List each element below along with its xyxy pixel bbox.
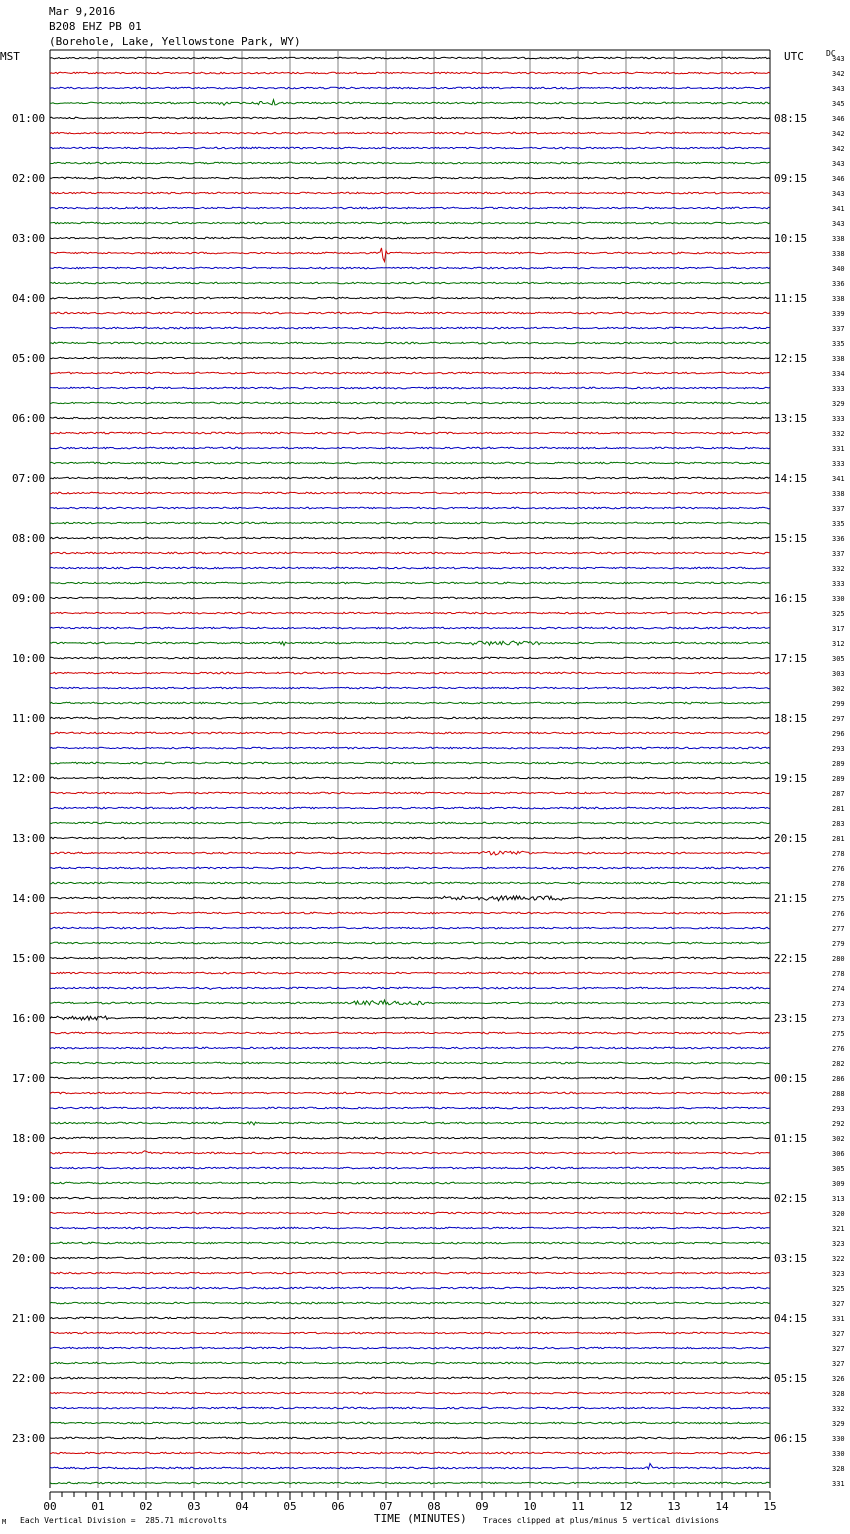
x-tick-label: 04 [235, 1500, 249, 1513]
right-hour-label: 04:15 [774, 1312, 808, 1325]
right-hour-label: 13:15 [774, 412, 808, 425]
left-hour-label: 02:00 [12, 172, 46, 185]
right-hour-label: 12:15 [774, 352, 808, 365]
dc-offset-label: 343 [832, 85, 845, 93]
trace-row-10 [50, 207, 770, 209]
dc-offset-label: 286 [832, 1075, 845, 1083]
trace-row-64 [50, 1016, 770, 1020]
dc-offset-label: 341 [832, 475, 845, 483]
trace-row-75 [50, 1182, 770, 1184]
trace-row-43 [50, 702, 770, 704]
trace-row-29 [50, 492, 770, 494]
trace-row-20 [50, 357, 770, 359]
dc-offset-label: 343 [832, 160, 845, 168]
right-hour-label: 02:15 [774, 1192, 808, 1205]
dc-offset-label: 325 [832, 610, 845, 618]
dc-offset-label: 338 [832, 235, 845, 243]
left-hour-label: 23:00 [12, 1432, 46, 1445]
dc-offset-label: 338 [832, 295, 845, 303]
trace-row-66 [50, 1047, 770, 1049]
trace-row-80 [50, 1257, 770, 1259]
left-hour-label: 19:00 [12, 1192, 46, 1205]
dc-offset-label: 297 [832, 715, 845, 723]
dc-offset-label: 341 [832, 205, 845, 213]
dc-offset-label: 330 [832, 595, 845, 603]
x-tick-label: 14 [715, 1500, 729, 1513]
dc-offset-label: 305 [832, 655, 845, 663]
trace-row-83 [50, 1302, 770, 1304]
right-hour-label: 16:15 [774, 592, 808, 605]
x-tick-label: 13 [667, 1500, 681, 1513]
dc-offset-label: 287 [832, 790, 845, 798]
dc-offset-label: 346 [832, 115, 845, 123]
trace-row-94 [50, 1464, 770, 1470]
trace-row-18 [50, 327, 770, 329]
trace-row-14 [50, 267, 770, 269]
dc-offset-label: 281 [832, 835, 845, 843]
dc-offset-label: 338 [832, 355, 845, 363]
trace-row-86 [50, 1347, 770, 1349]
right-hour-label: 00:15 [774, 1072, 808, 1085]
dc-offset-label: 337 [832, 325, 845, 333]
right-hour-label: 18:15 [774, 712, 808, 725]
dc-offset-label: 325 [832, 1285, 845, 1293]
left-hour-label: 18:00 [12, 1132, 46, 1145]
dc-offset-label: 322 [832, 1255, 845, 1263]
right-hour-label: 10:15 [774, 232, 808, 245]
seismic-traces [50, 57, 770, 1484]
trace-row-33 [50, 552, 770, 554]
trace-row-92 [50, 1437, 770, 1439]
trace-row-58 [50, 927, 770, 929]
dc-offset-label: 338 [832, 250, 845, 258]
x-tick-label: 11 [571, 1500, 585, 1513]
trace-row-45 [50, 732, 770, 734]
dc-offset-label: 306 [832, 1150, 845, 1158]
trace-row-89 [50, 1392, 770, 1394]
left-hour-label: 17:00 [12, 1072, 46, 1085]
right-hour-label: 11:15 [774, 292, 808, 305]
dc-offset-label: 326 [832, 1375, 845, 1383]
header-location: (Borehole, Lake, Yellowstone Park, WY) [49, 35, 301, 48]
x-tick-label: 03 [187, 1500, 201, 1513]
x-tick-label: 12 [619, 1500, 633, 1513]
trace-row-90 [50, 1407, 770, 1409]
trace-row-51 [50, 822, 770, 824]
trace-row-11 [50, 222, 770, 224]
dc-offset-label: 323 [832, 1240, 845, 1248]
x-tick-label: 07 [379, 1500, 393, 1513]
dc-offset-label: 293 [832, 745, 845, 753]
left-hour-label: 01:00 [12, 112, 46, 125]
dc-offset-label: 336 [832, 280, 845, 288]
trace-row-8 [50, 177, 770, 179]
trace-row-34 [50, 567, 770, 569]
trace-row-71 [50, 1122, 770, 1125]
trace-row-67 [50, 1062, 770, 1064]
trace-row-59 [50, 942, 770, 944]
dc-offset-label: 327 [832, 1300, 845, 1308]
dc-offset-label: 321 [832, 1225, 845, 1233]
trace-row-81 [50, 1272, 770, 1274]
dc-offset-label: 280 [832, 955, 845, 963]
trace-row-77 [50, 1212, 770, 1214]
dc-offset-label: 275 [832, 1030, 845, 1038]
dc-offset-label: 276 [832, 865, 845, 873]
right-hour-label: 08:15 [774, 112, 808, 125]
dc-offset-label: 327 [832, 1345, 845, 1353]
x-tick-label: 01 [91, 1500, 105, 1513]
trace-row-28 [50, 477, 770, 479]
dc-offset-label: 335 [832, 340, 845, 348]
trace-row-35 [50, 582, 770, 584]
left-axis-title: MST [0, 50, 20, 63]
dc-offset-label: 276 [832, 1045, 845, 1053]
left-hour-label: 08:00 [12, 532, 46, 545]
trace-row-36 [50, 597, 770, 599]
right-hour-label: 06:15 [774, 1432, 808, 1445]
trace-row-30 [50, 507, 770, 509]
x-tick-label: 09 [475, 1500, 489, 1513]
dc-offset-label: 330 [832, 1435, 845, 1443]
dc-offset-label: 312 [832, 640, 845, 648]
dc-offset-label: 303 [832, 670, 845, 678]
dc-offset-label: 305 [832, 1165, 845, 1173]
dc-offset-label: 346 [832, 175, 845, 183]
trace-row-87 [50, 1362, 770, 1364]
trace-row-55 [50, 882, 770, 884]
dc-offset-label: 281 [832, 805, 845, 813]
right-hour-label: 14:15 [774, 472, 808, 485]
dc-offset-label: 276 [832, 910, 845, 918]
dc-offset-label: 275 [832, 895, 845, 903]
trace-row-40 [50, 657, 770, 659]
trace-row-16 [50, 297, 770, 299]
dc-offset-label: 278 [832, 850, 845, 858]
dc-offset-label: 340 [832, 265, 845, 273]
trace-row-12 [50, 237, 770, 239]
left-hour-label: 21:00 [12, 1312, 46, 1325]
x-axis-ticks [50, 1492, 770, 1500]
trace-row-3 [50, 100, 770, 106]
dc-offset-label: 336 [832, 535, 845, 543]
right-axis-title: UTC [784, 50, 804, 63]
dc-offset-label: 274 [832, 985, 845, 993]
trace-row-27 [50, 462, 770, 464]
scale-note: Each Vertical Division = 285.71 microvolts [20, 1516, 228, 1525]
trace-row-78 [50, 1227, 770, 1229]
dc-offset-label: 302 [832, 1135, 845, 1143]
trace-row-22 [50, 387, 770, 389]
right-hour-label: 05:15 [774, 1372, 808, 1385]
left-hour-label: 04:00 [12, 292, 46, 305]
trace-row-6 [50, 147, 770, 149]
trace-row-49 [50, 792, 770, 794]
dc-offset-label: 292 [832, 1120, 845, 1128]
dc-offset-label: 343 [832, 55, 845, 63]
dc-offset-label: 332 [832, 430, 845, 438]
dc-offset-label: 273 [832, 1015, 845, 1023]
dc-offset-label: 282 [832, 1060, 845, 1068]
header-date: Mar 9,2016 [49, 5, 116, 18]
trace-row-5 [50, 132, 770, 134]
dc-offset-label: 331 [832, 1480, 845, 1488]
dc-offset-label: 328 [832, 1465, 845, 1473]
right-hour-label: 17:15 [774, 652, 808, 665]
dc-offset-label: 342 [832, 130, 845, 138]
dc-offset-label: 278 [832, 970, 845, 978]
dc-offset-label: 288 [832, 1090, 845, 1098]
right-hour-label: 19:15 [774, 772, 808, 785]
dc-offset-label: 329 [832, 400, 845, 408]
trace-row-88 [50, 1377, 770, 1379]
x-tick-label: 15 [763, 1500, 777, 1513]
dc-offset-label: 339 [832, 310, 845, 318]
trace-row-2 [50, 87, 770, 89]
x-tick-label: 05 [283, 1500, 297, 1513]
trace-row-13 [50, 248, 770, 262]
dc-offset-label: 342 [832, 70, 845, 78]
trace-row-74 [50, 1167, 770, 1169]
corner-mark: M [2, 1518, 7, 1526]
dc-offset-label: 277 [832, 925, 845, 933]
dc-offset-label: 302 [832, 685, 845, 693]
dc-offset-label: 289 [832, 775, 845, 783]
trace-row-24 [50, 417, 770, 419]
dc-offset-label: 330 [832, 1450, 845, 1458]
x-tick-label: 08 [427, 1500, 441, 1513]
clip-note: Traces clipped at plus/minus 5 vertical divisions [483, 1516, 720, 1525]
trace-row-37 [50, 612, 770, 614]
trace-row-91 [50, 1422, 770, 1424]
right-hour-label: 20:15 [774, 832, 808, 845]
trace-row-1 [50, 72, 770, 74]
trace-row-4 [50, 117, 770, 119]
left-hour-label: 13:00 [12, 832, 46, 845]
trace-row-50 [50, 807, 770, 809]
trace-row-41 [50, 672, 770, 674]
trace-row-23 [50, 402, 770, 404]
dc-offset-label: 345 [832, 100, 845, 108]
dc-offset-label: 273 [832, 1000, 845, 1008]
dc-offset-label: 299 [832, 700, 845, 708]
left-hour-label: 03:00 [12, 232, 46, 245]
dc-offset-label: 289 [832, 760, 845, 768]
trace-row-95 [50, 1482, 770, 1484]
trace-row-93 [50, 1452, 770, 1454]
dc-offset-label: 283 [832, 820, 845, 828]
left-hour-label: 06:00 [12, 412, 46, 425]
dc-offset-label: 343 [832, 190, 845, 198]
left-hour-label: 15:00 [12, 952, 46, 965]
left-hour-label: 16:00 [12, 1012, 46, 1025]
left-hour-label: 12:00 [12, 772, 46, 785]
trace-row-25 [50, 432, 770, 434]
trace-row-69 [50, 1092, 770, 1094]
trace-row-42 [50, 687, 770, 689]
dc-offset-label: 331 [832, 445, 845, 453]
right-hour-label: 22:15 [774, 952, 808, 965]
dc-offset-label: 337 [832, 550, 845, 558]
left-hour-label: 22:00 [12, 1372, 46, 1385]
trace-row-9 [50, 192, 770, 194]
trace-row-26 [50, 447, 770, 449]
trace-row-53 [50, 851, 770, 855]
dc-offset-label: 327 [832, 1330, 845, 1338]
trace-row-72 [50, 1137, 770, 1139]
trace-row-38 [50, 627, 770, 629]
left-hour-label: 05:00 [12, 352, 46, 365]
trace-row-54 [50, 867, 770, 869]
right-hour-label: 01:15 [774, 1132, 808, 1145]
trace-row-7 [50, 162, 770, 164]
axis-labels [12, 55, 845, 1513]
left-hour-label: 07:00 [12, 472, 46, 485]
dc-offset-label: 278 [832, 880, 845, 888]
trace-row-61 [50, 972, 770, 974]
trace-row-65 [50, 1032, 770, 1034]
right-hour-label: 23:15 [774, 1012, 808, 1025]
trace-row-82 [50, 1287, 770, 1289]
dc-offset-label: 343 [832, 220, 845, 228]
dc-offset-label: 335 [832, 520, 845, 528]
trace-row-63 [50, 1000, 770, 1005]
left-hour-label: 14:00 [12, 892, 46, 905]
right-hour-label: 03:15 [774, 1252, 808, 1265]
trace-row-17 [50, 312, 770, 314]
dc-offset-label: 334 [832, 370, 845, 378]
dc-column-title: DC [826, 49, 836, 58]
trace-row-60 [50, 957, 770, 959]
dc-offset-label: 313 [832, 1195, 845, 1203]
x-tick-label: 02 [139, 1500, 153, 1513]
trace-row-52 [50, 837, 770, 839]
right-hour-label: 21:15 [774, 892, 808, 905]
trace-row-32 [50, 537, 770, 539]
trace-row-84 [50, 1317, 770, 1319]
trace-row-85 [50, 1332, 770, 1334]
header-station: B208 EHZ PB 01 [49, 20, 142, 33]
trace-row-15 [50, 282, 770, 284]
trace-row-46 [50, 747, 770, 749]
x-tick-label: 00 [43, 1500, 57, 1513]
dc-offset-label: 320 [832, 1210, 845, 1218]
trace-row-79 [50, 1242, 770, 1244]
dc-offset-label: 327 [832, 1360, 845, 1368]
dc-offset-label: 342 [832, 145, 845, 153]
right-hour-label: 09:15 [774, 172, 808, 185]
dc-offset-label: 332 [832, 565, 845, 573]
trace-row-0 [50, 57, 770, 59]
dc-offset-label: 338 [832, 490, 845, 498]
trace-row-76 [50, 1197, 770, 1199]
dc-offset-label: 333 [832, 460, 845, 468]
left-hour-label: 10:00 [12, 652, 46, 665]
dc-offset-label: 332 [832, 1405, 845, 1413]
dc-offset-label: 333 [832, 415, 845, 423]
dc-offset-label: 317 [832, 625, 845, 633]
left-hour-label: 09:00 [12, 592, 46, 605]
trace-row-19 [50, 342, 770, 344]
dc-offset-label: 279 [832, 940, 845, 948]
dc-offset-label: 309 [832, 1180, 845, 1188]
right-hour-label: 15:15 [774, 532, 808, 545]
trace-row-68 [50, 1077, 770, 1079]
trace-row-47 [50, 762, 770, 764]
left-hour-label: 11:00 [12, 712, 46, 725]
dc-offset-label: 337 [832, 505, 845, 513]
left-hour-label: 20:00 [12, 1252, 46, 1265]
x-tick-label: 10 [523, 1500, 537, 1513]
trace-row-21 [50, 372, 770, 374]
dc-offset-label: 333 [832, 580, 845, 588]
trace-row-44 [50, 717, 770, 719]
trace-row-73 [50, 1151, 770, 1154]
trace-row-56 [50, 896, 770, 901]
dc-offset-label: 333 [832, 385, 845, 393]
dc-offset-label: 328 [832, 1390, 845, 1398]
trace-row-31 [50, 522, 770, 524]
x-tick-label: 06 [331, 1500, 345, 1513]
dc-offset-label: 296 [832, 730, 845, 738]
dc-offset-label: 323 [832, 1270, 845, 1278]
trace-row-62 [50, 987, 770, 989]
dc-offset-label: 331 [832, 1315, 845, 1323]
dc-offset-label: 329 [832, 1420, 845, 1428]
trace-row-57 [50, 912, 770, 914]
trace-row-70 [50, 1107, 770, 1109]
trace-row-48 [50, 777, 770, 779]
trace-row-39 [50, 641, 770, 645]
x-axis-title: TIME (MINUTES) [374, 1512, 467, 1525]
dc-offset-label: 293 [832, 1105, 845, 1113]
